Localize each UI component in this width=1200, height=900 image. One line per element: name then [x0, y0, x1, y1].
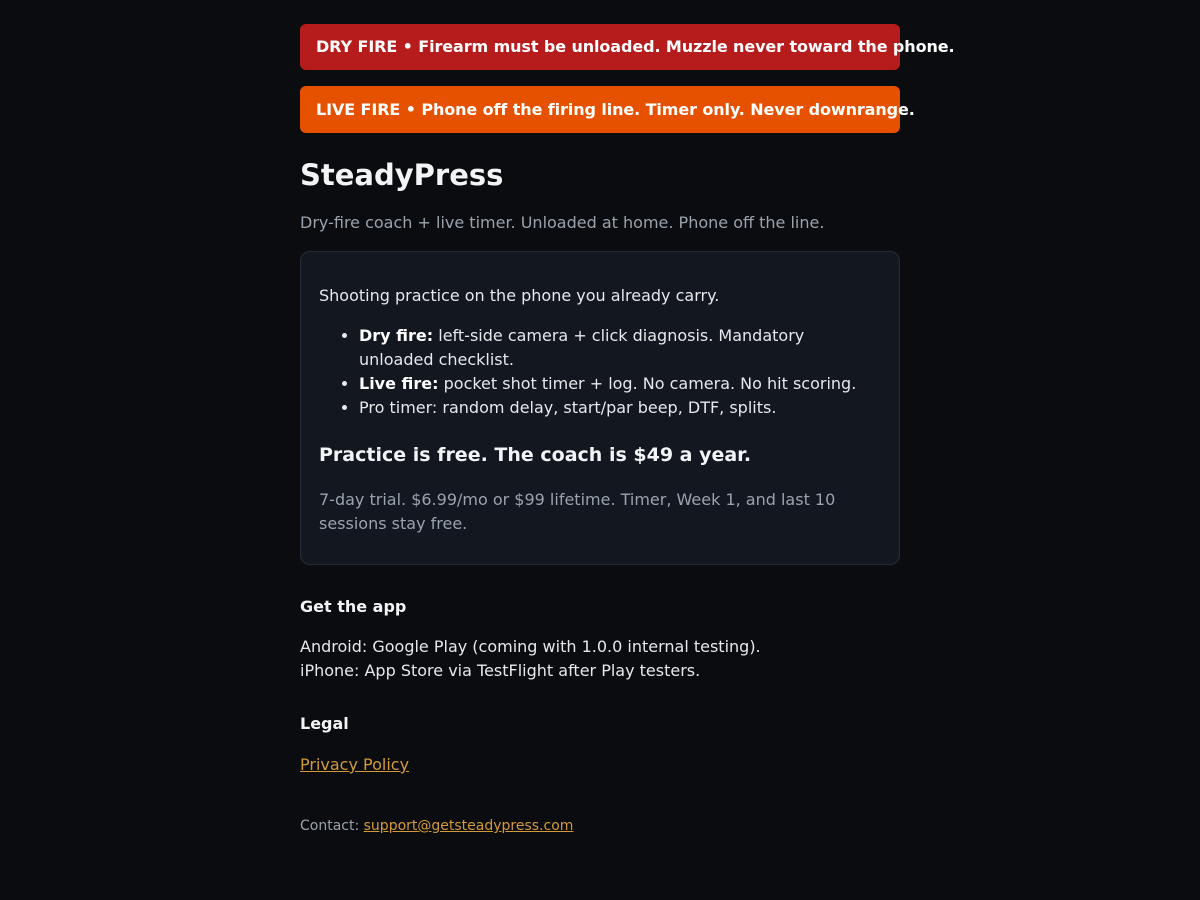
privacy-policy-link[interactable]: Privacy Policy [300, 755, 410, 774]
pricing-details: 7-day trial. $6.99/mo or $99 lifetime. Timer, Week 1, and last 10 sessions stay free. [319, 490, 836, 533]
feature-label: Live fire: [359, 374, 439, 393]
page [300, 0, 955, 836]
feature-label: Dry fire: [359, 326, 434, 345]
support-email-link[interactable]: support@getsteadypress.com [363, 818, 574, 834]
contact-line [300, 816, 900, 836]
legal-section [300, 712, 900, 777]
feature-text: left-side camera + click diagnosis. Mandatory unloaded checklist. [359, 326, 805, 369]
get-app-heading: Get the app [300, 597, 407, 616]
dry-fire-warning-banner: DRY FIRE • Firearm must be unloaded. Muzzle never toward the phone. [300, 24, 900, 70]
tagline: Dry-fire coach + live timer. Unloaded at home. Phone off the line. [300, 213, 825, 232]
page-title: SteadyPress [300, 158, 504, 192]
legal-heading: Legal [300, 714, 349, 733]
feature-card [300, 251, 900, 565]
get-app-section [300, 595, 900, 683]
card-intro: Shooting practice on the phone you already carry. [319, 286, 720, 305]
feature-item-pro-timer [359, 396, 881, 420]
feature-text: pocket shot timer + log. No camera. No hit scoring. [438, 374, 857, 393]
iphone-availability: iPhone: App Store via TestFlight after Play testers. [300, 661, 701, 680]
contact-label: Contact: [300, 818, 364, 834]
android-availability: Android: Google Play (coming with 1.0.0 internal testing). [300, 637, 761, 656]
live-fire-warning-banner: LIVE FIRE • Phone off the firing line. Timer only. Never downrange. [300, 86, 900, 133]
feature-text: Pro timer: random delay, start/par beep, DTF, splits. [359, 398, 777, 417]
feature-list [319, 324, 881, 420]
feature-item-dry-fire [359, 324, 881, 372]
pricing-headline: Practice is free. The coach is $49 a year. [319, 444, 752, 466]
feature-item-live-fire [359, 372, 881, 396]
